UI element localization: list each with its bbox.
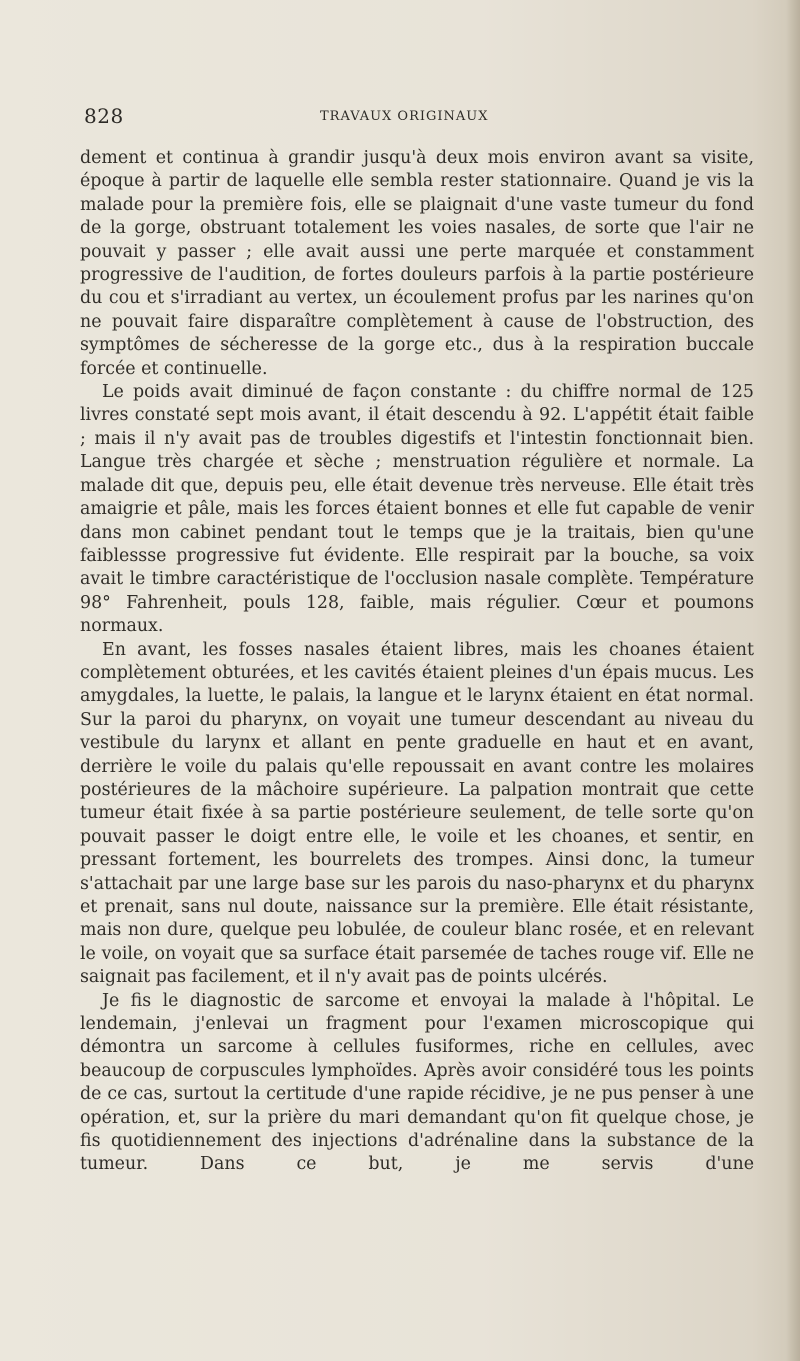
paragraph-continuation: dement et continua à grandir jusqu'à deux mois environ avant sa visite, époque à partir de laquelle elle sembla rester stationnaire. Quand je vis la malade pour la première fois, elle se plaignait d'une vaste tumeur du fond de la gorge, obstruant totalement les voies nasales, de sorte que l'air ne pouvait y passer ; elle avait aussi une perte marquée et constamment progressive de l'audition, de fortes douleurs parfois à la partie postérieure du cou et s'irradiant au vertex, un écoulement profus par les narines qu'on ne pouvait faire disparaître complètement à cause de l'obstruction, des symptômes de sécheresse de la gorge etc., dus à la respiration buccale forcée et continuelle.	[80, 148, 754, 379]
body-text	[80, 147, 754, 1177]
paragraph-examination: En avant, les fosses nasales étaient libres, mais les choanes étaient complètement obturées, et les cavités étaient pleines d'un épais mucus. Les amygdales, la luette, le palais, la langue et le larynx étaient en état normal. Sur la paroi du pharynx, on voyait une tumeur descendant au niveau du vestibule du larynx et allant en pente graduelle en haut et en avant, derrière le voile du palais qu'elle repoussait en avant contre les molaires postérieures de la mâchoire supérieure. La palpation montrait que cette tumeur était fixée à sa partie postérieure seulement, de telle sorte qu'on pouvait passer le doigt entre elle, le voile et les choanes, et sentir, en pressant fortement, les bourrelets des trompes. Ainsi donc, la tumeur s'attachait par une large base sur les parois du naso-pharynx et du pharynx et prenait, sans nul doute, naissance sur la première. Elle était résistante, mais non dure, quelque peu lobulée, de couleur blanc rosée, et en relevant le voile, on voyait que sa surface était parsemée de taches rouge vif. Elle ne saignait pas facilement, et il n'y avait pas de points ulcérés.	[80, 639, 754, 988]
page-header	[84, 104, 724, 134]
page-number: 828	[84, 104, 124, 128]
paragraph-weight-and-symptoms: Le poids avait diminué de façon constante : du chiffre normal de 125 livres constaté sept mois avant, il était descendu à 92. L'appétit était faible ; mais il n'y avait pas de troubles digestifs et l'intestin fonctionnait bien. Langue très chargée et sèche ; menstruation régulière et normale. La malade dit que, depuis peu, elle était devenue très nerveuse. Elle était très amaigrie et pâle, mais les forces étaient bonnes et elle fut capable de venir dans mon cabinet pendant tout le temps que je la traitais, bien qu'une faiblessse progressive fut évidente. Elle respirait par la bouche, sa voix avait le timbre caractéristique de l'occlusion nasale complète. Température 98° Fahrenheit, pouls 128, faible, mais régulier. Cœur et poumons normaux.	[80, 382, 754, 637]
page-edge-shadow	[786, 0, 800, 1361]
paragraph-diagnosis: Je fis le diagnostic de sarcome et envoyai la malade à l'hôpital. Le lendemain, j'enlevai un fragment pour l'examen microscopique qui démontra un sarcome à cellules fusiformes, riche en cellules, avec beaucoup de corpuscules lymphoïdes. Après avoir considéré tous les points de ce cas, surtout la certitude d'une rapide récidive, je ne pus penser à une opération, et, sur la prière du mari demandant qu'on fit quelque chose, je fis quotidiennement des injections d'adrénaline dans la substance de la tumeur. Dans ce but, je me servis d'une	[80, 990, 754, 1175]
running-head: TRAVAUX ORIGINAUX	[320, 109, 489, 124]
